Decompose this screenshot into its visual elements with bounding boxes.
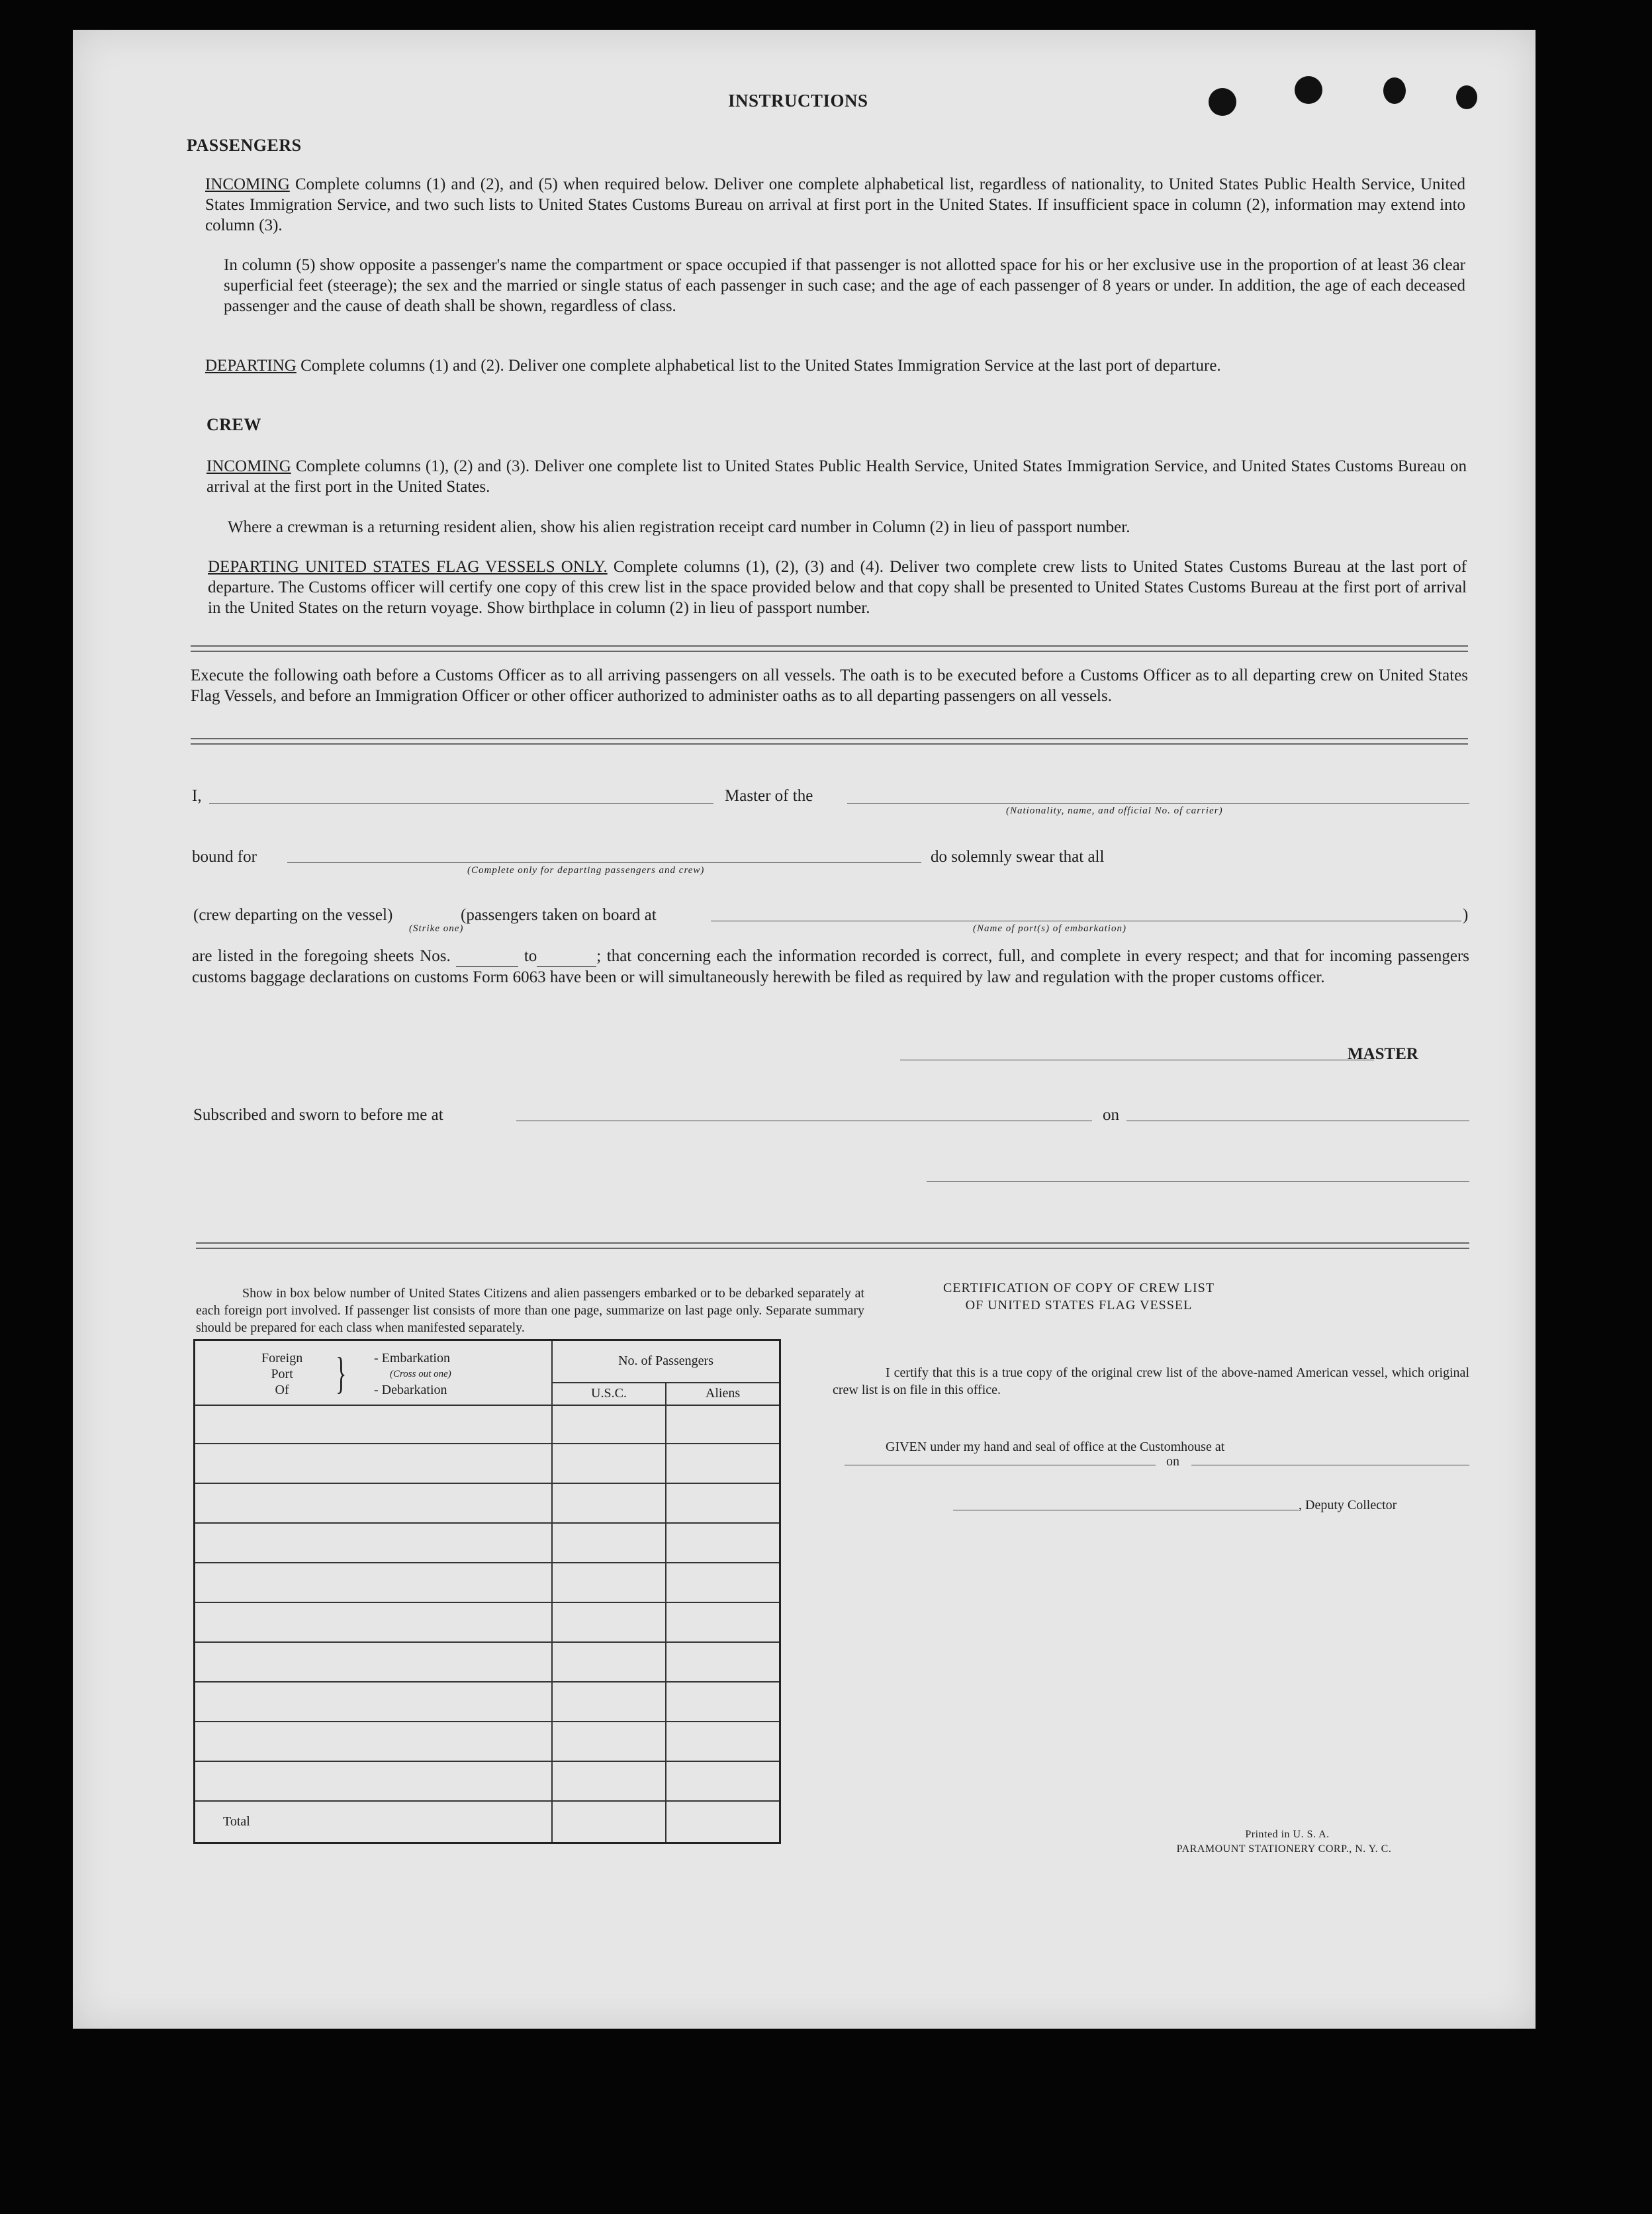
- cross-out-caption: (Cross out one): [390, 1369, 451, 1379]
- incoming-text: Complete columns (1) and (2), and (5) when required below. Deliver one complete alphabetical list, regardless of nationality, to United States Public Health Service, United States Immigration Service, and two such lists to United States Customs Bureau on arrival at first port in the United States. If insufficient space in column (2), information may extend into column (3).: [205, 175, 1465, 234]
- binder-hole: [1456, 85, 1477, 109]
- form-page: [73, 30, 1536, 2029]
- crew-heading: CREW: [206, 415, 261, 434]
- listed-to: to: [524, 947, 537, 965]
- strike-one-caption: (Strike one): [409, 923, 464, 934]
- sheet-to-field[interactable]: [537, 946, 596, 967]
- usc-cell[interactable]: [552, 1405, 666, 1444]
- deputy-collector-label: , Deputy Collector: [1299, 1498, 1397, 1512]
- usc-header: U.S.C.: [552, 1383, 666, 1405]
- port-cell[interactable]: [195, 1761, 553, 1801]
- port-cell[interactable]: [195, 1563, 553, 1602]
- no-passengers-header: No. of Passengers: [552, 1340, 780, 1383]
- port-cell[interactable]: [195, 1602, 553, 1642]
- listed-paragraph: [192, 946, 1469, 988]
- port-label: Port: [271, 1367, 293, 1381]
- certification-on-label: on: [1166, 1454, 1179, 1469]
- port-cell[interactable]: [195, 1405, 553, 1444]
- passengers-taken-option[interactable]: (passengers taken on board at: [461, 906, 657, 924]
- section-divider: [196, 1242, 1469, 1249]
- departing-lead: DEPARTING: [205, 357, 297, 375]
- section-divider: [191, 645, 1468, 652]
- aliens-cell[interactable]: [666, 1642, 780, 1682]
- usc-cell[interactable]: [552, 1761, 666, 1801]
- of-label: Of: [275, 1383, 289, 1397]
- usc-cell[interactable]: [552, 1563, 666, 1602]
- section-divider: [191, 738, 1468, 745]
- usc-cell[interactable]: [552, 1682, 666, 1722]
- port-cell[interactable]: [195, 1642, 553, 1682]
- aliens-cell[interactable]: [666, 1563, 780, 1602]
- total-label: Total: [195, 1801, 553, 1843]
- oath-intro: Execute the following oath before a Customs Officer as to all arriving passengers on all vessels. The oath is to be executed before a Customs Officer as to all departing crew on United States Flag Vessels, and before an Immigration Officer or other officer authorized to administer oaths as to all departing passengers on all vessels.: [191, 667, 1468, 705]
- sworn-on-label: on: [1103, 1106, 1119, 1124]
- passengers-heading: PASSENGERS: [187, 136, 302, 155]
- usc-cell[interactable]: [552, 1523, 666, 1563]
- swear-label: do solemnly swear that all: [931, 848, 1105, 866]
- aliens-cell[interactable]: [666, 1405, 780, 1444]
- subscribed-label: Subscribed and sworn to before me at: [193, 1106, 443, 1124]
- crew-departing-lead: DEPARTING UNITED STATES FLAG VESSELS ONLY.: [208, 558, 608, 576]
- summary-instructions: Show in box below number of United States Citizens and alien passengers embarked or to be debarked separately at each foreign port involved. If passenger list consists of more than one page, summarize on last page only. Separate summary should be prepared for each class when manifested separately.: [196, 1286, 864, 1335]
- binder-hole: [1209, 88, 1236, 116]
- port-cell[interactable]: [195, 1483, 553, 1523]
- listed-text-b: ; that concerning each the information recorded is correct, full, and complete in every respect; and that for incoming passengers customs baggage declarations on customs Form 6063 have been or will simultaneously herewith be filed as required by law and regulation with the proper customs officer.: [192, 947, 1469, 986]
- crew-departing-option[interactable]: (crew departing on the vessel): [193, 906, 393, 924]
- usc-cell[interactable]: [552, 1602, 666, 1642]
- carrier-field[interactable]: [847, 803, 1469, 804]
- printer-name: PARAMOUNT STATIONERY CORP., N. Y. C.: [1176, 1843, 1392, 1855]
- embarkation-option[interactable]: - Embarkation: [374, 1351, 450, 1365]
- bound-for-label: bound for: [192, 848, 257, 866]
- aliens-cell[interactable]: [666, 1602, 780, 1642]
- total-aliens-cell[interactable]: [666, 1801, 780, 1843]
- passengers-incoming-paragraph: [205, 174, 1465, 236]
- usc-cell[interactable]: [552, 1722, 666, 1761]
- port-cell[interactable]: [195, 1523, 553, 1563]
- total-usc-cell[interactable]: [552, 1801, 666, 1843]
- crew-departing-text: Complete columns (1), (2), (3) and (4). Deliver two complete crew lists to United States Customs Bureau at the last port of departure. The Customs officer will certify one copy of this crew list in the space provided below and that copy shall be presented to United States Customs Bureau at the first port of arrival in the United States on the return voyage. Show birthplace in column (2) in lieu of passport number.: [208, 558, 1467, 617]
- aliens-cell[interactable]: [666, 1761, 780, 1801]
- aliens-cell[interactable]: [666, 1444, 780, 1483]
- aliens-cell[interactable]: [666, 1682, 780, 1722]
- certification-heading-2: OF UNITED STATES FLAG VESSEL: [965, 1298, 1193, 1313]
- port-cell[interactable]: [195, 1682, 553, 1722]
- bound-for-field[interactable]: [287, 862, 921, 863]
- passengers-departing-paragraph: [205, 355, 1465, 376]
- aliens-cell[interactable]: [666, 1722, 780, 1761]
- master-label: MASTER: [1348, 1045, 1418, 1063]
- certification-text: I certify that this is a true copy of the original crew list of the above-named American vessel, which original crew list is on file in this office.: [833, 1365, 1469, 1397]
- officer-signature-line[interactable]: [927, 1181, 1469, 1182]
- usc-cell[interactable]: [552, 1642, 666, 1682]
- usc-cell[interactable]: [552, 1444, 666, 1483]
- port-header-cell: [195, 1340, 553, 1405]
- master-name-field[interactable]: [209, 803, 713, 804]
- debarkation-option[interactable]: - Debarkation: [374, 1383, 447, 1397]
- listed-text-a: are listed in the foregoing sheets Nos.: [192, 947, 451, 965]
- binder-hole: [1295, 76, 1322, 104]
- sheet-from-field[interactable]: [456, 946, 518, 967]
- given-text: GIVEN under my hand and seal of office at the Customhouse at: [886, 1440, 1225, 1454]
- aliens-cell[interactable]: [666, 1483, 780, 1523]
- binder-hole: [1383, 77, 1406, 104]
- certification-heading-1: CERTIFICATION OF COPY OF CREW LIST: [942, 1281, 1215, 1295]
- crew-incoming-text: Complete columns (1), (2) and (3). Deliver one complete list to United States Public Health Service, United States Immigration Service, and United States Customs Bureau on arrival at the first port in the United States.: [206, 457, 1467, 496]
- crew-incoming-paragraph: [206, 456, 1467, 497]
- port-cell[interactable]: [195, 1722, 553, 1761]
- passenger-summary-table: [193, 1339, 781, 1844]
- port-cell[interactable]: [195, 1444, 553, 1483]
- incoming-lead: INCOMING: [205, 175, 290, 193]
- carrier-caption: (Nationality, name, and official No. of carrier): [1006, 806, 1223, 816]
- crew-incoming-lead: INCOMING: [206, 457, 291, 475]
- brace-glyph: }: [336, 1348, 347, 1398]
- oath-i-label: I,: [192, 787, 202, 805]
- printed-in-usa: Printed in U. S. A.: [1245, 1829, 1330, 1840]
- foreign-label: Foreign: [261, 1351, 303, 1365]
- crew-resident-paragraph: Where a crewman is a returning resident alien, show his alien registration receipt card number in Column (2) in lieu of passport number.: [228, 518, 1130, 536]
- bound-for-caption: (Complete only for departing passengers and crew): [467, 865, 705, 876]
- usc-cell[interactable]: [552, 1483, 666, 1523]
- crew-departing-paragraph: [208, 557, 1467, 618]
- aliens-header: Aliens: [666, 1383, 780, 1405]
- close-paren: ): [1463, 906, 1469, 924]
- instructions-title: INSTRUCTIONS: [728, 91, 868, 111]
- column5-paragraph: In column (5) show opposite a passenger's name the compartment or space occupied if that passenger is not allotted space for his or her exclusive use in the proportion of at least 36 clear superficial feet (steerage); the sex and the married or single status of each passenger in such case; and the age of each passenger of 8 years or under. In addition, the age of each deceased passenger and the cause of death shall be shown, regardless of class.: [224, 256, 1465, 315]
- departing-text: Complete columns (1) and (2). Deliver one complete alphabetical list to the United States Immigration Service at the last port of departure.: [300, 357, 1221, 375]
- port-caption: (Name of port(s) of embarkation): [973, 923, 1126, 934]
- aliens-cell[interactable]: [666, 1523, 780, 1563]
- master-of-the-label: Master of the: [725, 787, 813, 805]
